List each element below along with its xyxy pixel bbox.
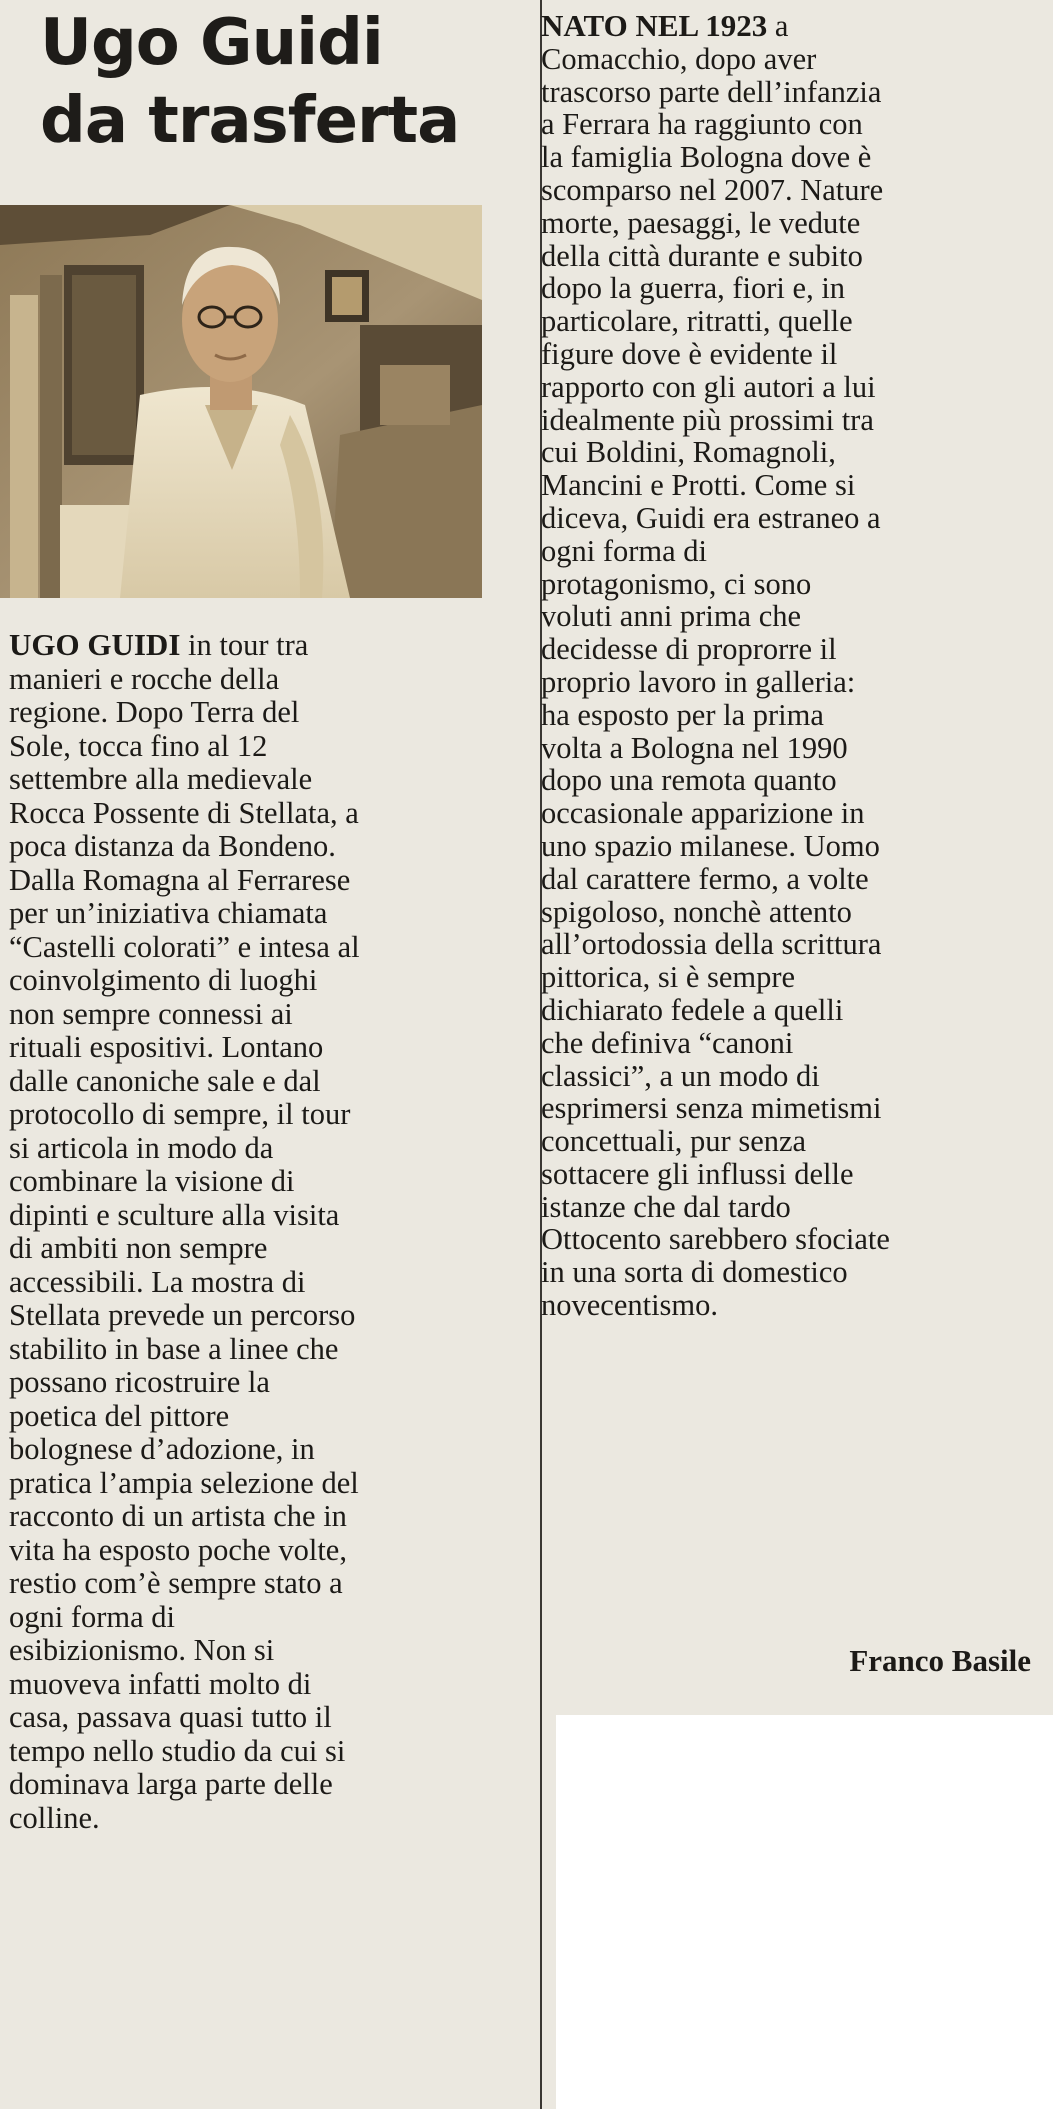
headline-line-2: da trasferta: [40, 84, 460, 158]
text-line: vita ha esposto poche volte,: [9, 1532, 347, 1567]
text-line: restio com’è sempre stato a: [9, 1566, 343, 1600]
text-line: dal carattere fermo, a volte: [541, 861, 869, 896]
article-column-right: [541, 10, 1046, 1322]
text-line: classici”, a un modo di: [541, 1058, 820, 1093]
text-line: rituali espositivi. Lontano: [9, 1030, 324, 1064]
text-line: figure dove è evidente il: [541, 336, 838, 371]
text-line: dopo una remota quanto: [541, 763, 837, 798]
text-line: ogni forma di: [9, 1599, 176, 1634]
text-line: in una sorta di domestico: [541, 1255, 848, 1290]
text-line: Sole, tocca fino al 12: [9, 728, 268, 763]
text-line: accessibili. La mostra di: [9, 1264, 306, 1299]
text-line: manieri e rocche della: [9, 661, 280, 696]
text-line: poetica del pittore: [9, 1398, 230, 1433]
text-line: Mancini e Protti. Come si: [541, 468, 856, 503]
text-line: che definiva “canoni: [541, 1025, 794, 1060]
text-line: tempo nello studio da cui si: [9, 1733, 346, 1768]
lead-in-nato-nel-1923: NATO NEL 1923: [541, 8, 768, 43]
text-line: “Castelli colorati” e intesa al: [9, 929, 360, 964]
text-line: Comacchio, dopo aver: [541, 41, 817, 76]
article-column-left: [9, 628, 529, 1835]
lead-in-ugo-guidi: UGO GUIDI: [9, 627, 181, 662]
text-line: bolognese d’adozione, in: [9, 1432, 315, 1466]
text-line: dipinti e sculture alla visita: [9, 1197, 340, 1232]
text-line: sottacere gli influssi delle: [541, 1156, 854, 1191]
text-line: protocollo di sempre, il tour: [9, 1097, 351, 1131]
text-line: uno spazio milanese. Uomo: [541, 828, 880, 863]
author-byline: Franco Basile: [849, 1643, 1031, 1678]
text-line: dalle canoniche sale e dal: [9, 1063, 321, 1098]
text-line: voluti anni prima che: [541, 599, 802, 634]
text-line: muoveva infatti molto di: [9, 1666, 312, 1701]
text-line: Dalla Romagna al Ferrarese: [9, 862, 351, 897]
text-line: novecentismo.: [541, 1288, 719, 1323]
text-line: cui Boldini, Romagnoli,: [541, 435, 836, 470]
text-line: di ambiti non sempre: [9, 1231, 268, 1265]
text-line: ha esposto per la prima: [541, 697, 824, 732]
text-line: stabilito in base a linee che: [9, 1331, 339, 1366]
headline-line-1: Ugo Guidi: [40, 6, 383, 80]
text-line: dichiarato fedele a quelli: [541, 992, 844, 1027]
text-line: pratica l’ampia selezione del: [9, 1465, 359, 1500]
text-line: diceva, Guidi era estraneo a: [541, 500, 881, 535]
text-line: possano ricostruire la: [9, 1365, 270, 1399]
text-line: NATO NEL 1923 a: [541, 8, 789, 43]
text-line: pittorica, si è sempre: [541, 960, 796, 995]
text-line: la famiglia Bologna dove è: [541, 140, 872, 175]
text-line: regione. Dopo Terra del: [9, 695, 300, 729]
text-line: idealmente più prossimi tra: [541, 402, 874, 437]
text-line: della città durante e subito: [541, 238, 863, 273]
text-line: racconto di un artista che in: [9, 1499, 347, 1533]
text-line: occasionale apparizione in: [541, 796, 865, 831]
text-line: proprio lavoro in galleria:: [541, 664, 856, 699]
text-line: UGO GUIDI in tour tra: [9, 627, 309, 662]
text-line: dominava larga parte delle: [9, 1767, 333, 1801]
text-line: particolare, ritratti, quelle: [541, 304, 853, 339]
text-line: casa, passava quasi tutto il: [9, 1700, 332, 1734]
text-line: esibizionismo. Non si: [9, 1633, 275, 1667]
text-line: decidesse di proprorre il: [541, 632, 837, 667]
text-line: esprimersi senza mimetismi: [541, 1091, 882, 1126]
text-line: ogni forma di: [541, 533, 708, 568]
text-line: Rocca Possente di Stellata, a: [9, 795, 359, 830]
text-line: protagonismo, ci sono: [541, 566, 812, 601]
text-line: dopo la guerra, fiori e, in: [541, 271, 846, 306]
text-line: colline.: [9, 1800, 100, 1835]
headline: [40, 4, 510, 160]
text-line: per un’iniziativa chiamata: [9, 896, 328, 930]
text-line: Ottocento sarebbero sfociate: [541, 1222, 890, 1257]
text-line: volta a Bologna nel 1990: [541, 730, 848, 765]
text-line: non sempre connessi ai: [9, 996, 293, 1031]
text-line: Stellata prevede un percorso: [9, 1298, 356, 1332]
text-line: concettuali, pur senza: [541, 1124, 807, 1159]
text-line: scomparso nel 2007. Nature: [541, 172, 884, 207]
text-line: a Ferrara ha raggiunto con: [541, 107, 863, 142]
text-line: rapporto con gli autori a lui: [541, 369, 876, 404]
text-line: morte, paesaggi, le vedute: [541, 205, 861, 240]
text-line: coinvolgimento di luoghi: [9, 963, 318, 997]
text-line: trascorso parte dell’infanzia: [541, 74, 882, 109]
text-line: istanze che dal tardo: [541, 1189, 791, 1224]
artist-photo: [0, 205, 482, 598]
text-line: settembre alla medievale: [9, 762, 313, 796]
text-line: combinare la visione di: [9, 1164, 295, 1198]
text-line: si articola in modo da: [9, 1130, 274, 1165]
text-line: spigoloso, nonchè attento: [541, 894, 852, 929]
text-line: poca distanza da Bondeno.: [9, 829, 336, 863]
text-line: all’ortodossia della scrittura: [541, 927, 882, 962]
